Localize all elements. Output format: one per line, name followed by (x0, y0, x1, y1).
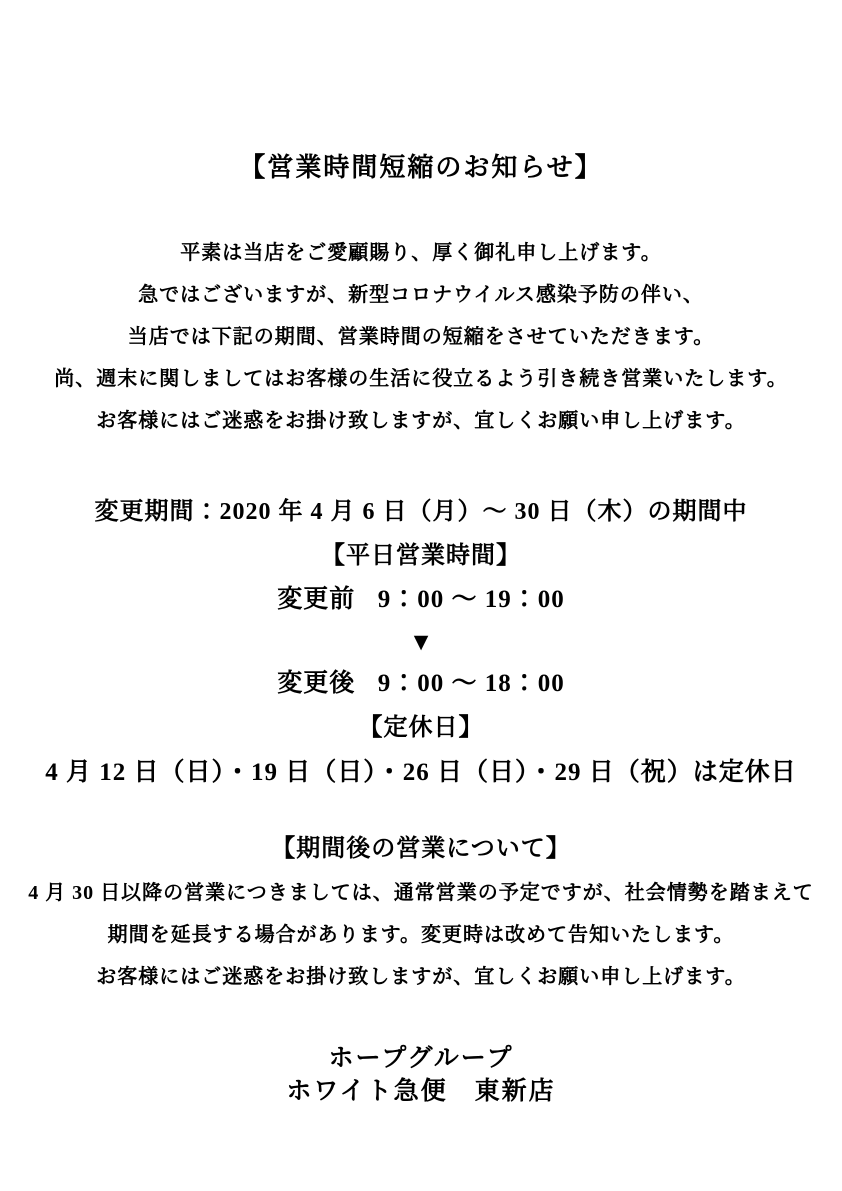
post-period-heading: 【期間後の営業について】 (271, 836, 571, 862)
hours-after-time: 9：00 ～ 18：00 (377, 670, 565, 697)
intro-line: お客様にはご迷惑をお掛け致しますが、宜しくお願い申し上げます。 (96, 410, 746, 432)
post-period-paragraph (0, 872, 842, 998)
change-period-line: 変更期間：2020 年 4 月 6 日（月）～ 30 日（木）の期間中 (94, 499, 748, 525)
hours-after-line (0, 662, 842, 706)
closed-days-heading: 【定休日】 (358, 715, 484, 741)
signature-block (0, 1042, 842, 1108)
post-period-line: お客様にはご迷惑をお掛け致しますが、宜しくお願い申し上げます。 (96, 966, 746, 988)
down-arrow-icon: ▼ (413, 631, 429, 653)
weekday-hours-heading: 【平日営業時間】 (321, 543, 521, 569)
store-name: ホワイト急便 東新店 (286, 1078, 556, 1105)
post-period-section (0, 826, 842, 998)
hours-before-line (0, 578, 842, 622)
post-period-line: 期間を延長する場合があります。変更時は改めて告知いたします。 (107, 924, 735, 946)
company-name: ホープグループ (328, 1045, 514, 1072)
post-period-line: 4 月 30 日以降の営業につきましては、通常営業の予定ですが、社会情勢を踏まえて (28, 882, 814, 904)
intro-line: 平素は当店をご愛顧賜り、厚く御礼申し上げます。 (180, 242, 662, 264)
page-title: 【営業時間短縮のお知らせ】 (239, 153, 603, 182)
hours-after-label: 変更後 (277, 670, 356, 697)
arrow-row (0, 622, 842, 662)
intro-line: 尚、週末に関しましてはお客様の生活に役立るよう引き続き営業いたします。 (54, 368, 788, 390)
intro-line: 当店では下記の期間、営業時間の短縮をさせていただきます。 (127, 326, 715, 348)
intro-paragraph (0, 232, 842, 442)
intro-line: 急ではございますが、新型コロナウイルス感染予防の伴い、 (138, 284, 704, 306)
hours-before-time: 9：00 ～ 19：00 (377, 586, 565, 613)
hours-before-label: 変更前 (277, 586, 356, 613)
closed-days-line: 4 月 12 日（日）・19 日（日）・26 日（日）・29 日（祝）は定休日 (45, 759, 797, 786)
